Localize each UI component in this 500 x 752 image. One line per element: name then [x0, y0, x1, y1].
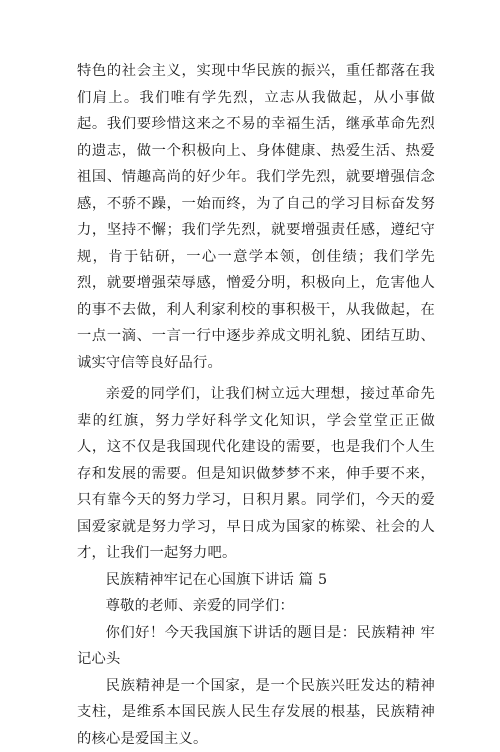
paragraph-continuation: 特色的社会主义，实现中华民族的振兴，重任都落在我们肩上。我们唯有学先烈，立志从我做起，从小事做起。我们要珍惜这来之不易的幸福生活，继承革命先烈的遗志，做一个积极向上、身体健康、热爱生活、热爱祖国、情趣高尚的好少年。我们学先烈，就要增强信念感，不骄不躁，一始而终，为了自己的学习目标奋发努力，坚持不懈；我们学先烈，就要增强责任感，遵纪守规，肯于钻研，一心一意学本领，创佳绩；我们学先烈，就要增强荣辱感，憎爱分明，积极向上，危害他人的事不去做，利人利家利校的事积极干，从我做起，在一点一滴、一言一行中逐步养成文明礼貌、团结互助、诚实守信等良好品行。 [77, 58, 435, 376]
speech-title-line: 你们好！今天我国旗下讲话的题目是：民族精神 牢记心头 [77, 620, 435, 673]
paragraph-exhortation: 亲爱的同学们，让我们树立远大理想，接过革命先辈的红旗，努力学好科学文化知识，学会堂堂正正做人，这不仅是我国现代化建设的需要，也是我们个人生存和发展的需要。但是知识做梦梦不来，伸手要不来，只有靠今天的努力学习，日积月累。同学们，今天的爱国爱家就是努力学习，早日成为国家的栋梁、社会的人才，让我们一起努力吧。 [77, 381, 435, 567]
document-body [77, 58, 435, 752]
paragraph-national-spirit: 民族精神是一个国家，是一个民族兴旺发达的精神支柱，是维系本国民族人民生存发展的根基，民族精神的核心是爱国主义。 [77, 673, 435, 752]
section-heading: 民族精神牢记在心国旗下讲话 篇 5 [77, 567, 435, 594]
salutation: 尊敬的老师、亲爱的同学们： [77, 593, 435, 620]
